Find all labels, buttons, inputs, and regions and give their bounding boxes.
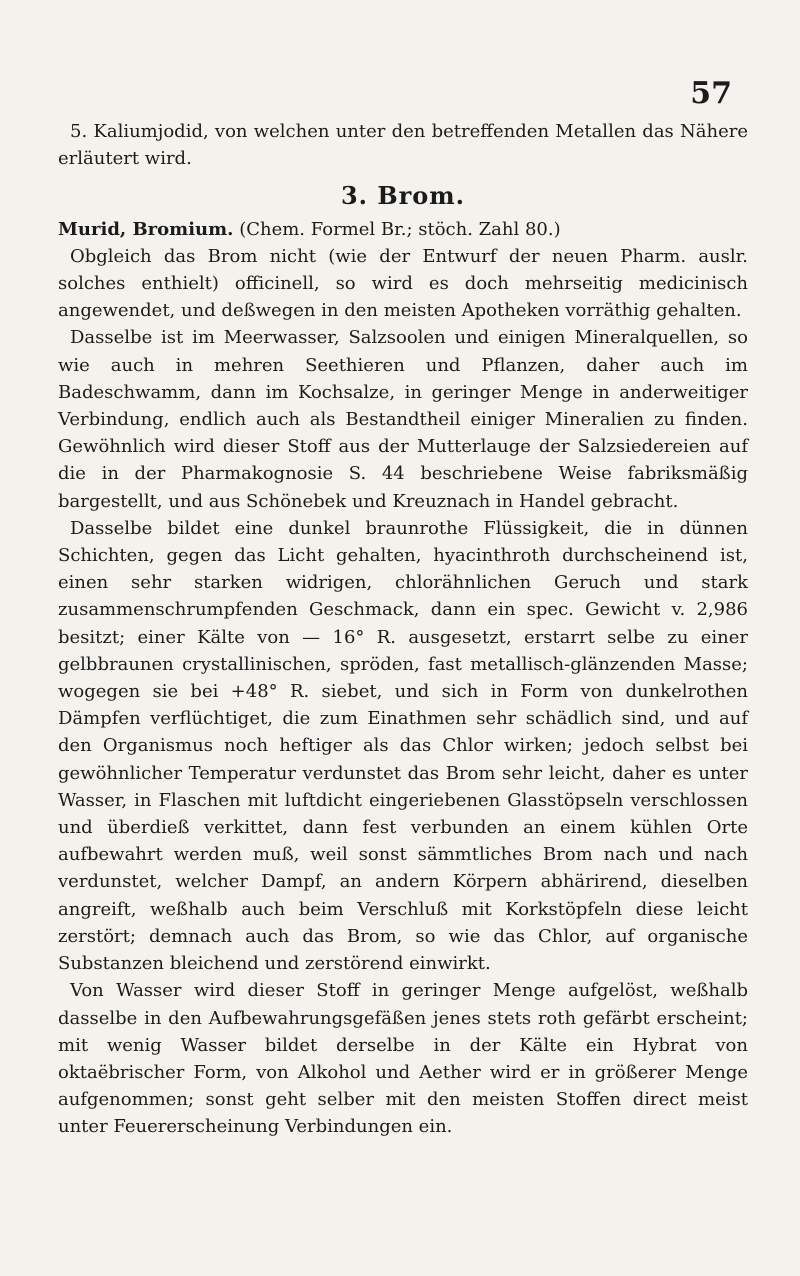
intro-paragraph: 5. Kaliumjodid, von welchen unter den betreffenden Metallen das Nähere erläutert wird. (58, 121, 748, 170)
section-heading: 3. Brom. (340, 181, 466, 211)
entry-title: Murid, Bromium. (58, 218, 234, 240)
paragraph-2: Dasselbe ist im Meerwasser, Salzsoolen und einigen Mineralquellen, so wie auch in mehren Seethieren und Pflanzen, daher auch im Badeschwamm, dann im Kochsalze, in geringer Menge in anderweitiger Verbindung, endlich auch als Bestandtheil einiger Mineralien zu finden. Gewöhnlich wird dieser Stoff aus der Mutterlauge der Salzsiedereien auf die in der Pharmakognosie S. 44 beschriebene Weise fabriksmäßig bargestellt, und aus Schönebek und Kreuznach in Handel gebracht. (58, 327, 748, 512)
paragraph-1: Obgleich das Brom nicht (wie der Entwurf der neuen Pharm. auslr. solches enthielt) officinell, so wird es doch mehrseitig medicinisch angewendet, und deßwegen in den meisten Apotheken vorräthig gehalten. (58, 245, 748, 322)
entry-heading (58, 216, 748, 243)
paragraph-4: Von Wasser wird dieser Stoff in geringer Menge aufgelöst, weßhalb dasselbe in den Aufbewahrungsgefäßen jenes stets roth gefärbt erscheint; mit wenig Wasser bildet derselbe in der Kälte ein Hybrat von oktaëbrischer Form, von Alkohol und Aether wird er in größerer Menge aufgenommen; sonst geht selber mit den meisten Stoffen direct meist unter Feuererscheinung Verbindungen ein. (58, 980, 748, 1138)
page-number: 57 (690, 76, 732, 111)
entry-formula: (Chem. Formel Br.; stöch. Zahl 80.) (239, 218, 561, 240)
paragraph-3: Dasselbe bildet eine dunkel braunrothe Flüssigkeit, die in dünnen Schichten, gegen das Licht gehalten, hyacinthroth durchscheinend ist, einen sehr starken widrigen, chlorähnlichen Geruch und stark zusammenschrumpfenden Geschmack, dann ein spec. Gewicht v. 2,986 besitzt; einer Kälte von — 16° R. ausgesetzt, erstarrt selbe zu einer gelbbraunen crystallinischen, spröden, fast metallisch-glänzenden Masse; wogegen sie bei +48° R. siebet, und sich in Form von dunkelrothen Dämpfen verflüchtiget, die zum Einathmen sehr schädlich sind, und auf den Organismus noch heftiger als das Chlor wirken; jedoch selbst bei gewöhnlicher Temperatur verdunstet das Brom sehr leicht, daher es unter Wasser, in Flaschen mit luftdicht eingeriebenen Glasstöpseln verschlossen und überdieß verkittet, dann fest verbunden an einem kühlen Orte aufbewahrt werden muß, weil sonst sämmtliches Brom nach und nach verdunstet, welcher Dampf, an andern Körpern abhärirend, dieselben angreift, weßhalb auch beim Verschluß mit Korkstöpfeln diese leicht zerstört; demnach auch das Brom, so wie das Chlor, auf organische Substanzen bleichend und zerstörend einwirkt. (58, 517, 748, 975)
body-text (58, 118, 748, 1141)
